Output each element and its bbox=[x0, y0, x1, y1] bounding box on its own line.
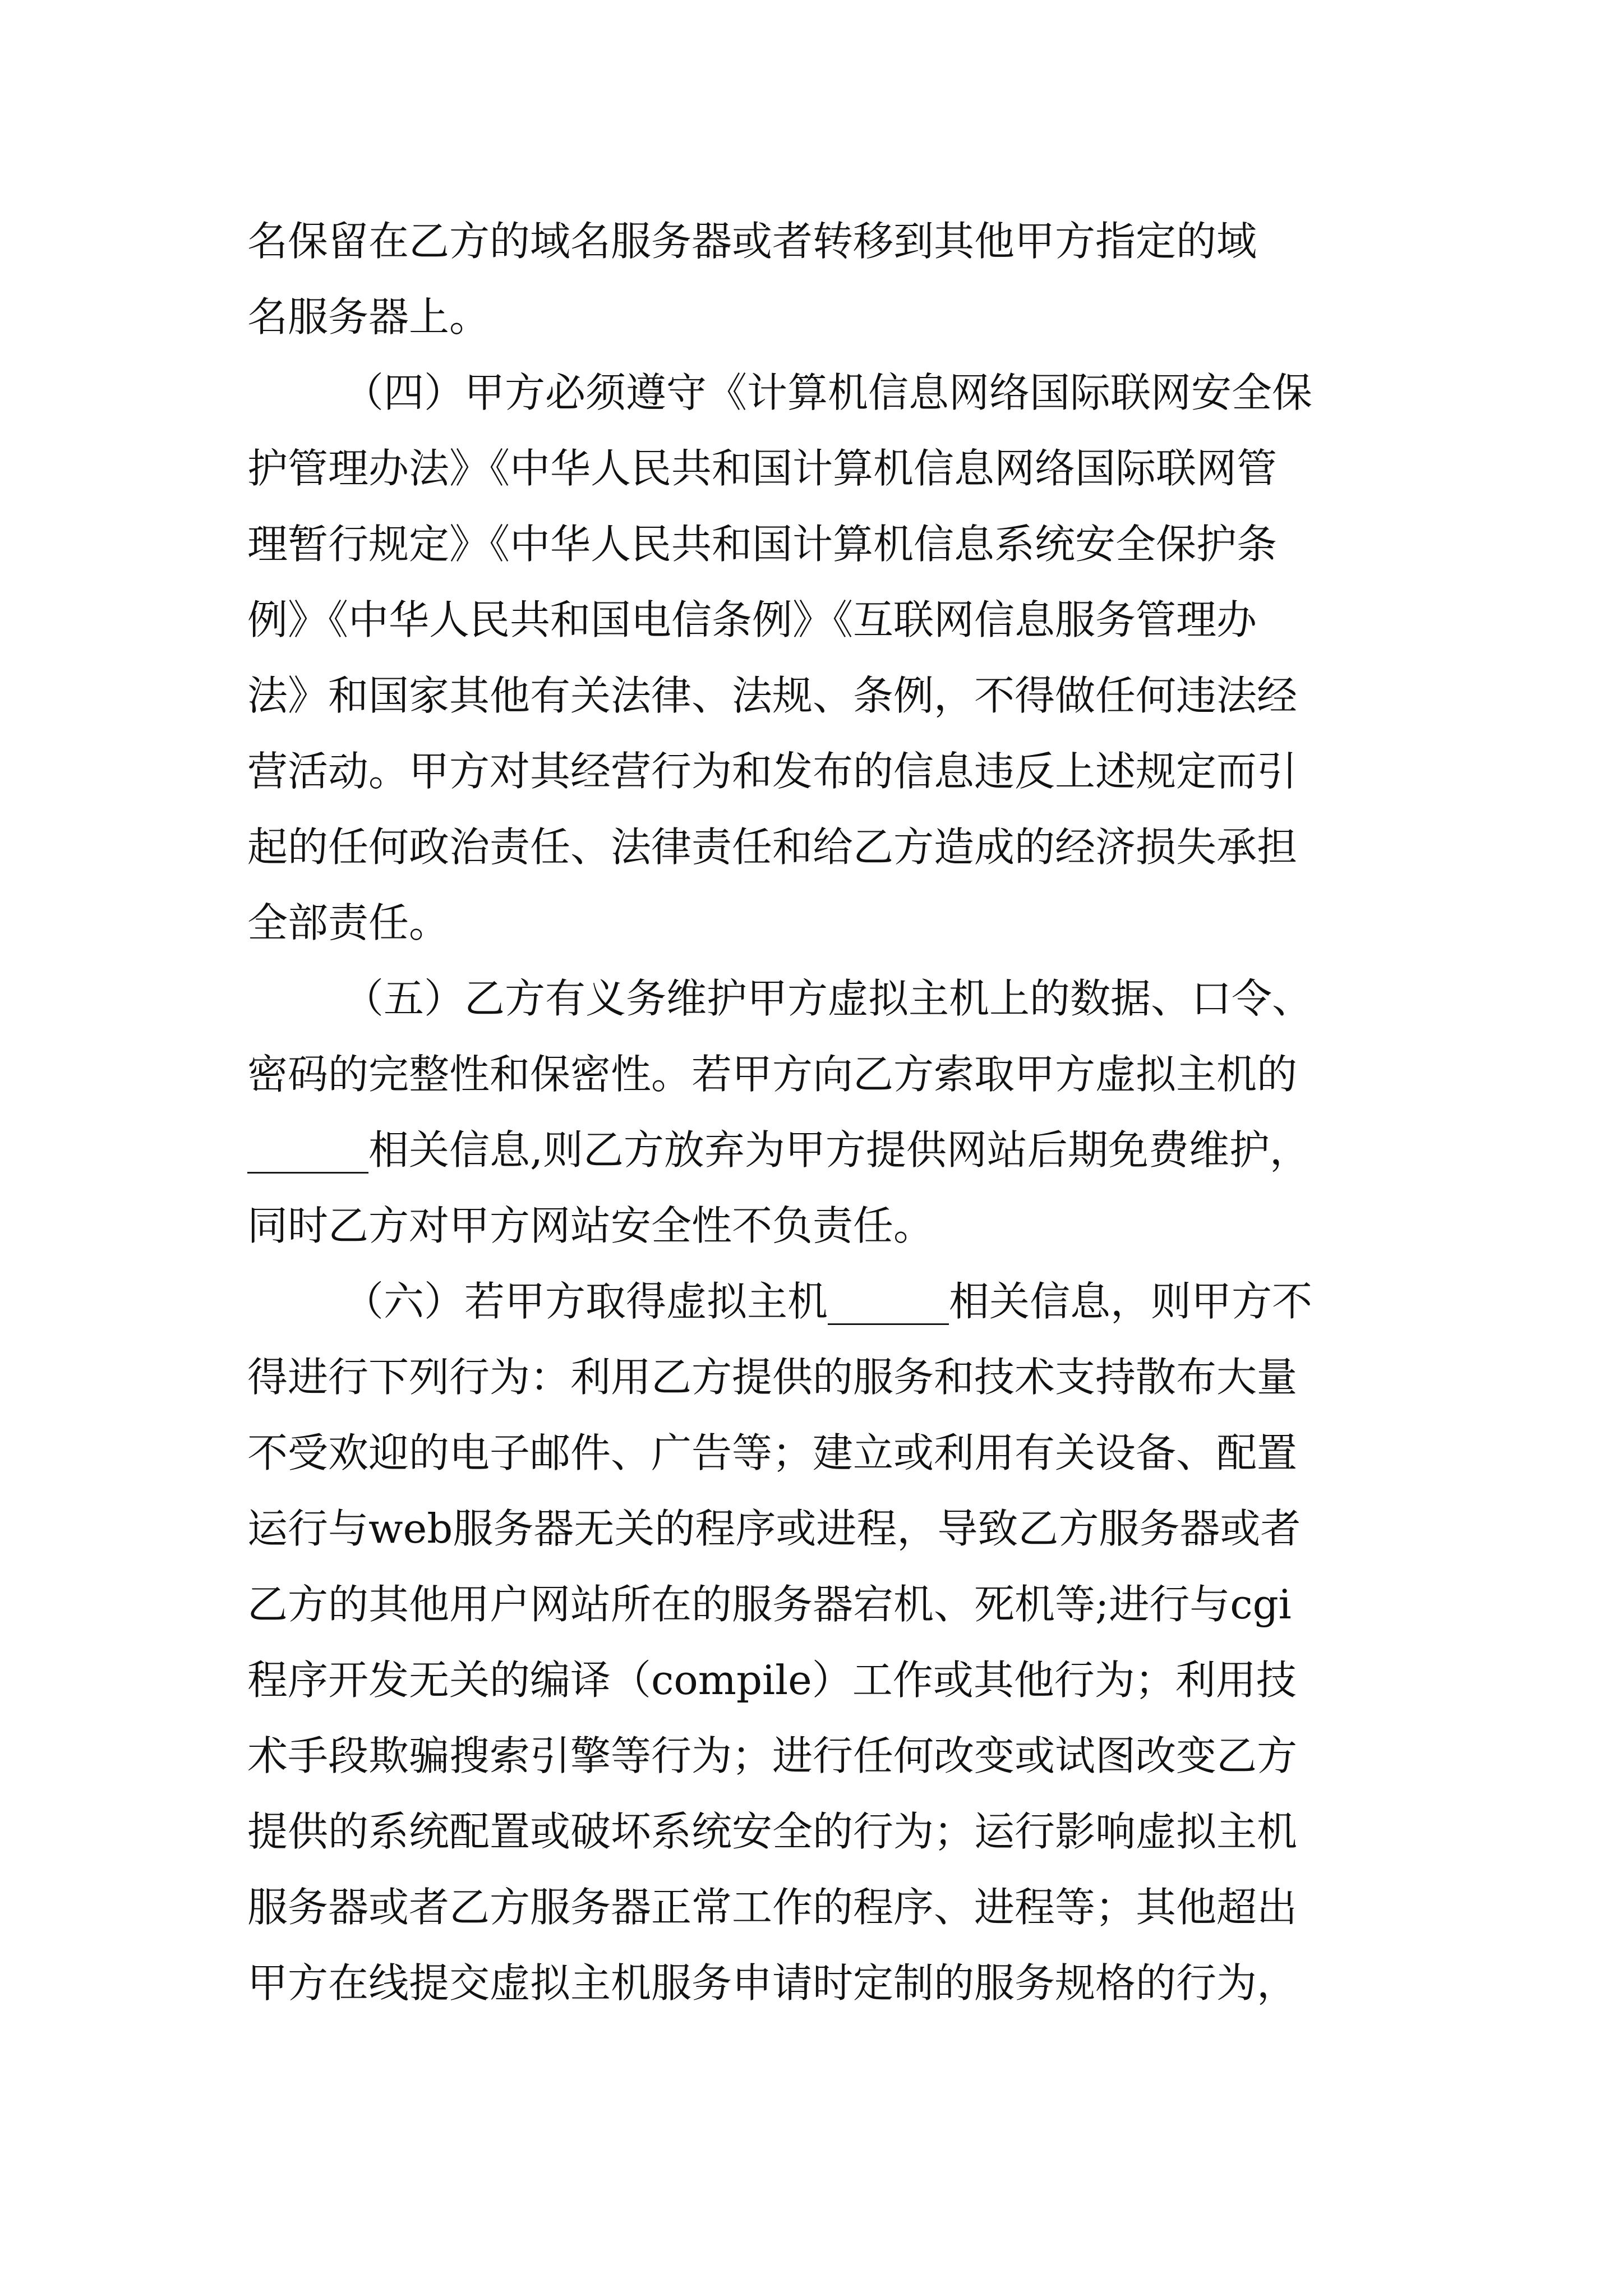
text-line: 得进行下列行为：利用乙方提供的服务和技术支持散布大量 bbox=[247, 1354, 1298, 1401]
text-line: 乙方的其他用户网站所在的服务器宕机、死机等;进行与cgi bbox=[247, 1581, 1292, 1628]
text-line: 运行与web服务器无关的程序或进程，导致乙方服务器或者 bbox=[247, 1505, 1301, 1552]
text-line: 密码的完整性和保密性。若甲方向乙方索取甲方虚拟主机的 bbox=[247, 1051, 1298, 1098]
text-line: 程序开发无关的编译（compile）工作或其他行为；利用技 bbox=[247, 1657, 1297, 1704]
text-line: 例》《中华人民共和国电信条例》《互联网信息服务管理办 bbox=[247, 596, 1257, 643]
text-line: 营活动。甲方对其经营行为和发布的信息违反上述规定而引 bbox=[247, 748, 1298, 795]
text-line: 护管理办法》《中华人民共和国计算机信息网络国际联网管 bbox=[247, 445, 1278, 492]
text-line: ______相关信息,则乙方放弃为甲方提供网站后期免费维护， bbox=[247, 1126, 1310, 1174]
text-line: （六）若甲方取得虚拟主机______相关信息，则甲方不 bbox=[343, 1278, 1313, 1325]
text-line: 起的任何政治责任、法律责任和给乙方造成的经济损失承担 bbox=[247, 823, 1298, 871]
text-line: 不受欢迎的电子邮件、广告等；建立或利用有关设备、配置 bbox=[247, 1429, 1298, 1476]
text-line: （五）乙方有义务维护甲方虚拟主机上的数据、口令、 bbox=[343, 975, 1313, 1022]
text-line: 法》和国家其他有关法律、法规、条例，不得做任何违法经 bbox=[247, 672, 1298, 719]
text-line: 同时乙方对甲方网站安全性不负责任。 bbox=[247, 1202, 934, 1249]
text-line: （四）甲方必须遵守《计算机信息网络国际联网安全保 bbox=[343, 369, 1313, 416]
text-line: 甲方在线提交虚拟主机服务申请时定制的服务规格的行为， bbox=[247, 1959, 1298, 2007]
text-line: 术手段欺骗搜索引擎等行为；进行任何改变或试图改变乙方 bbox=[247, 1732, 1298, 1779]
text-line: 提供的系统配置或破坏系统安全的行为；运行影响虚拟主机 bbox=[247, 1808, 1298, 1855]
text-line: 全部责任。 bbox=[247, 899, 450, 946]
text-line: 名保留在乙方的域名服务器或者转移到其他甲方指定的域 bbox=[247, 218, 1257, 265]
text-line: 名服务器上。 bbox=[247, 293, 490, 341]
text-line: 理暂行规定》《中华人民共和国计算机信息系统安全保护条 bbox=[247, 521, 1278, 568]
text-line: 服务器或者乙方服务器正常工作的程序、进程等；其他超出 bbox=[247, 1884, 1298, 1931]
